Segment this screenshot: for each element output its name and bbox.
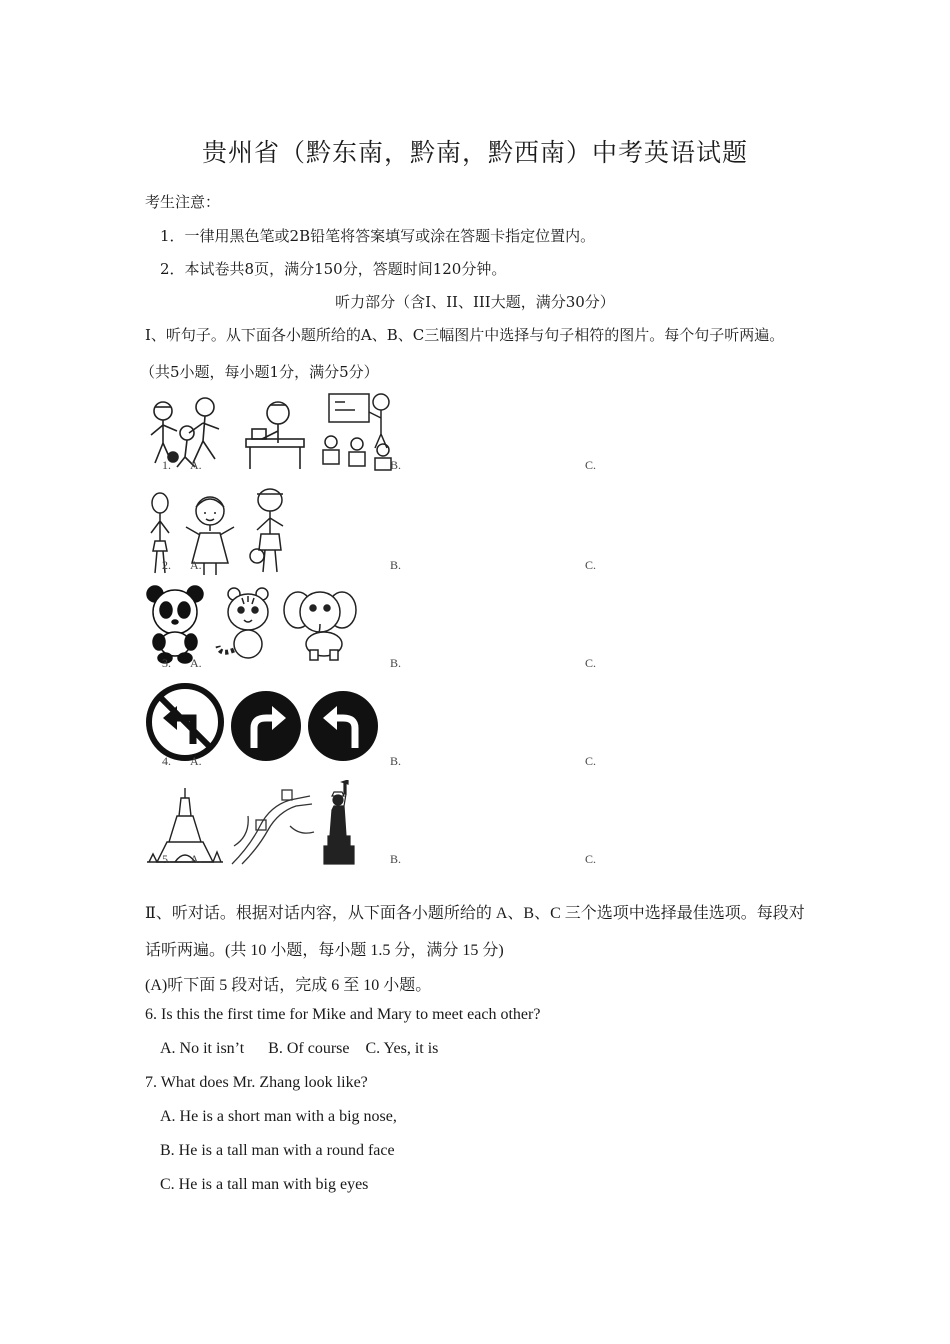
no-left-turn-sign-icon (145, 682, 225, 762)
question-number: 4. (162, 754, 171, 768)
option-letter: A. (190, 656, 202, 670)
notice-item-1: 1．一律用黑色笔或2B铅笔将答案填写或涂在答题卡指定位置内。 (160, 227, 596, 245)
picture-grid (145, 388, 700, 880)
option-letter: C. (585, 558, 597, 572)
option-letter: C. (585, 852, 597, 866)
picture-row-5 (145, 780, 700, 878)
section1-instruction: I、听句子。从下面各小题所给的A、B、C三幅图片中选择与句子相符的图片。每个句子听两遍。 (145, 326, 785, 344)
turn-left-sign-icon (307, 690, 379, 762)
elephant-icon (280, 584, 360, 664)
turn-right-sign-icon (230, 690, 302, 762)
option-letter: C. (585, 656, 597, 670)
question-number: 5. (162, 852, 171, 866)
question-7: 7. What does Mr. Zhang look like? (145, 1074, 368, 1091)
picture-row-3 (145, 584, 700, 682)
option-letter: C. (585, 458, 597, 472)
question-6: 6. Is this the first time for Mike and Mary to meet each other? (145, 1006, 541, 1023)
girl-with-bag-icon (245, 486, 295, 576)
option-letter: A. (190, 458, 202, 472)
student-at-desk-icon (240, 393, 310, 473)
question-6-options: A. No it isn’t B. Of course C. Yes, it is (160, 1040, 439, 1057)
section1-score-note: （共5小题，每小题1分，满分5分） (140, 363, 379, 381)
picture-row-4 (145, 682, 700, 780)
option-letter: C. (585, 754, 597, 768)
question-7-option-c: C. He is a tall man with big eyes (160, 1176, 369, 1193)
section2-instruction: Ⅱ、听对话。根据对话内容，从下面各小题所给的 A、B、C 三个选项中选择最佳选项。每段对 (145, 905, 805, 922)
tiger-icon (210, 586, 275, 664)
option-letter: B. (390, 656, 402, 670)
question-number: 2. (162, 558, 171, 572)
option-letter: A. (190, 852, 202, 866)
listening-header: 听力部分（含I、II、III大题，满分30分） (335, 293, 615, 311)
page-title: 贵州省（黔东南，黔南，黔西南）中考英语试题 (201, 138, 748, 167)
option-letter: B. (390, 754, 402, 768)
question-7-option-b: B. He is a tall man with a round face (160, 1142, 395, 1159)
option-letter: A. (190, 558, 202, 572)
panda-icon (145, 584, 205, 664)
picture-row-2 (145, 486, 700, 584)
eiffel-tower-icon (145, 786, 225, 866)
notice-heading: 考生注意： (145, 193, 221, 211)
section2-sub-a: (A)听下面 5 段对话，完成 6 至 10 小题。 (145, 977, 432, 994)
picture-row-1 (145, 388, 700, 486)
question-number: 3. (162, 656, 171, 670)
option-letter: B. (390, 458, 402, 472)
question-number: 1. (162, 458, 171, 472)
option-letter: B. (390, 852, 402, 866)
statue-of-liberty-icon (320, 780, 360, 866)
option-letter: A. (190, 754, 202, 768)
section2-score-note: 话听两遍。(共 10 小题，每小题 1.5 分，满分 15 分) (145, 942, 504, 959)
classroom-teacher-icon (315, 388, 400, 473)
question-7-option-a: A. He is a short man with a big nose, (160, 1108, 397, 1125)
notice-item-2: 2．本试卷共8页，满分150分，答题时间120分钟。 (160, 260, 507, 278)
great-wall-icon (230, 786, 315, 866)
option-letter: B. (390, 558, 402, 572)
